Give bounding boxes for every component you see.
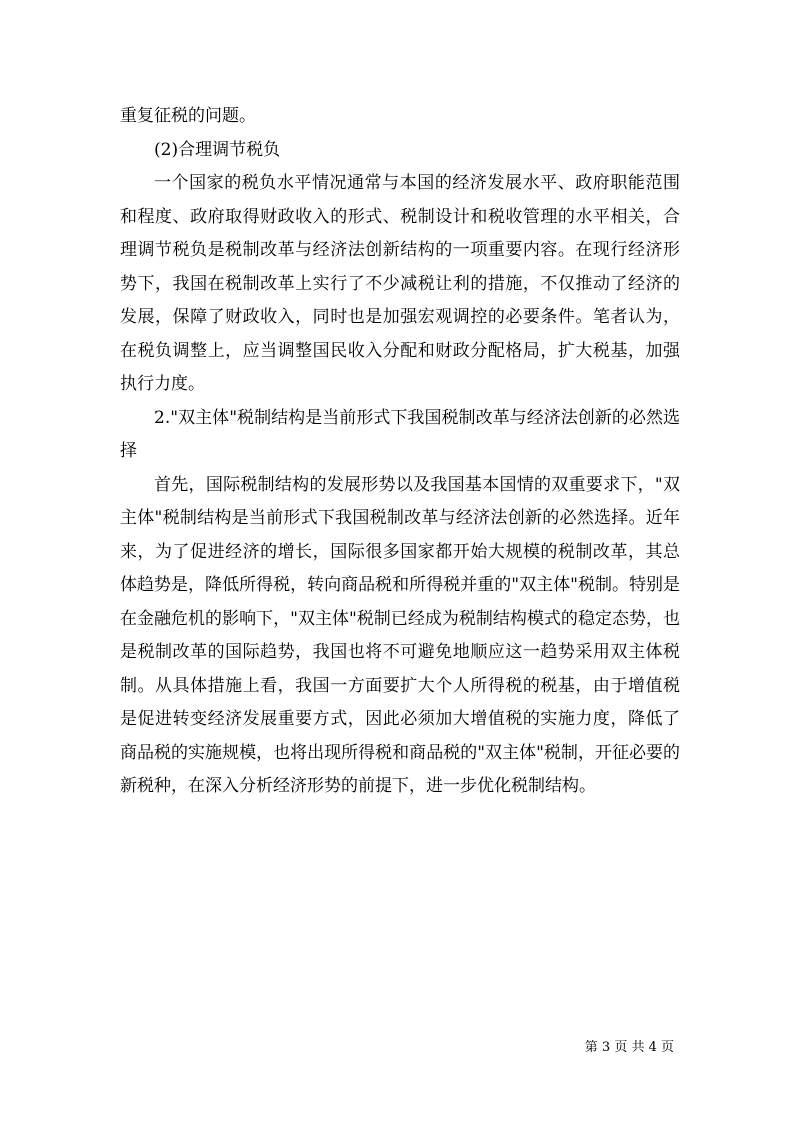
paragraph-dual-subject: 首先，国际税制结构的发展形势以及我国基本国情的双重要求下，"双主体"税制结构是当前形式下我国税制改革与经济法创新的必然选择。近年来，为了促进经济的增长，国际很多国家都开始大规模的税制改革，其总体趋势是，降低所得税，转向商品税和所得税并重的"双主体"税制。特别是在金融危机的影响下，"双主体"税制已经成为税制结构模式的稳定态势，也是税制改革的国际趋势，我国也将不可避免地顺应这一趋势采用双主体税制。从具体措施上看，我国一方面要扩大个人所得税的税基，由于增值税是促进转变经济发展重要方式，因此必须加大增值税的实施力度，降低了商品税的实施规模，也将出现所得税和商品税的"双主体"税制，开征必要的新税种，在深入分析经济形势的前提下，进一步优化税制结构。: [120, 474, 680, 796]
paragraph-continuation: 重复征税的问题。: [120, 106, 256, 126]
document-body: [120, 100, 680, 804]
page-number: 第 3 页 共 4 页: [584, 1040, 674, 1055]
section-heading-dual-subject: 2."双主体"税制结构是当前形式下我国税制改革与经济法创新的必然选择: [120, 407, 680, 461]
paragraph-tax-burden: 一个国家的税负水平情况通常与本国的经济发展水平、政府职能范围和程度、政府取得财政收入的形式、税制设计和税收管理的水平相关，合理调节税负是税制改革与经济法创新结构的一项重要内容。在现行经济形势下，我国在税制改革上实行了不少减税让利的措施，不仅推动了经济的发展，保障了财政收入，同时也是加强宏观调控的必要条件。笔者认为，在税负调整上，应当调整国民收入分配和财政分配格局，扩大税基，加强执行力度。: [120, 173, 680, 394]
section-heading-tax-burden: (2)合理调节税负: [154, 139, 281, 160]
